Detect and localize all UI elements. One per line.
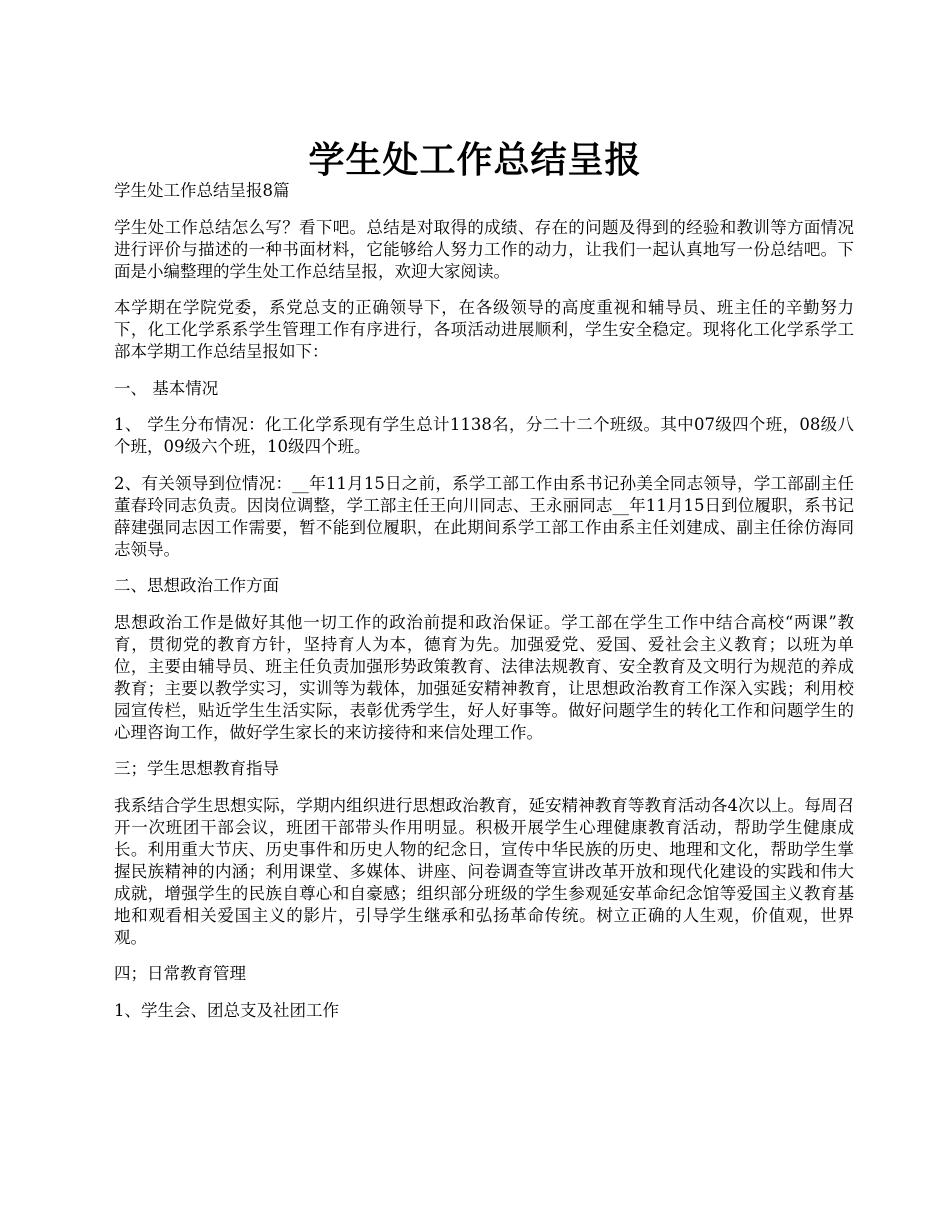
leadership-paragraph: 2、有关领导到位情况：__年11月15日之前，系学工部工作由系书记孙美全同志领导，学工部副主任董春玲同志负责。因岗位调整，学工部主任王向川同志、王永丽同志__年11月15日到位履职，系书记薛建强同志因工作需要，暂不能到位履职，在此期间系学工部工作由系主任刘建成、副主任徐仿海同志领导。 (114, 473, 854, 559)
political-work-paragraph: 思想政治工作是做好其他一切工作的政治前提和政治保证。学工部在学生工作中结合高校“两课”教育，贯彻党的教育方针，坚持育人为本，德育为先。加强爱党、爱国、爱社会主义教育；以班为单位，主要由辅导员、班主任负责加强形势政策教育、法律法规教育、安全教育及文明行为规范的养成教育；主要以教学实习，实训等为载体，加强延安精神教育，让思想政治教育工作深入实践；利用校园宣传栏，贴近学生生活实际，表彰优秀学生，好人好事等。做好问题学生的转化工作和问题学生的心理咨询工作，做好学生家长的来访接待和来信处理工作。 (114, 612, 854, 742)
section-heading-ideological-guidance: 三；学生思想教育指导 (114, 759, 279, 778)
section-heading-political-work: 二、思想政治工作方面 (114, 576, 279, 595)
subsection-heading-student-union: 1、学生会、团总支及社团工作 (114, 1000, 339, 1020)
document-title: 学生处工作总结呈报 (308, 139, 642, 182)
intro-paragraph: 学生处工作总结怎么写？看下吧。总结是对取得的成绩、存在的问题及得到的经验和教训等方面情况进行评价与描述的一种书面材料，它能够给人努力工作的动力，让我们一起认真地写一份总结吧。下面是小编整理的学生处工作总结呈报，欢迎大家阅读。 (114, 217, 854, 281)
section-heading-basic-situation: 一、 基本情况 (114, 378, 219, 398)
student-distribution-paragraph: 1、 学生分布情况：化工化学系现有学生总计1138名，分二十二个班级。其中07级四个班，08级八个班，09级六个班，10级四个班。 (114, 415, 854, 456)
section-heading-daily-management: 四；日常教育管理 (114, 964, 246, 983)
document-body (114, 180, 854, 1036)
opening-paragraph: 本学期在学院党委，系党总支的正确领导下，在各级领导的高度重视和辅导员、班主任的辛勤努力下，化工化学系系学生管理工作有序进行，各项活动进展顺利，学生安全稳定。现将化工化学系学工部本学期工作总结呈报如下： (114, 298, 854, 361)
ideological-guidance-paragraph: 我系结合学生思想实际，学期内组织进行思想政治教育，延安精神教育等教育活动各4次以上。每周召开一次班团干部会议，班团干部带头作用明显。积极开展学生心理健康教育活动，帮助学生健康成长。利用重大节庆、历史事件和历史人物的纪念日，宣传中华民族的历史、地理和文化，帮助学生掌握民族精神的内涵；利用课堂、多媒体、讲座、问卷调查等宣讲改革开放和现代化建设的实践和伟大成就，增强学生的民族自尊心和自豪感；组织部分班级的学生参观延安革命纪念馆等爱国主义教育基地和观看相关爱国主义的影片，引导学生继承和弘扬革命传统。树立正确的人生观，价值观，世界观。 (114, 795, 854, 947)
subtitle-line: 学生处工作总结呈报8篇 (114, 181, 290, 200)
